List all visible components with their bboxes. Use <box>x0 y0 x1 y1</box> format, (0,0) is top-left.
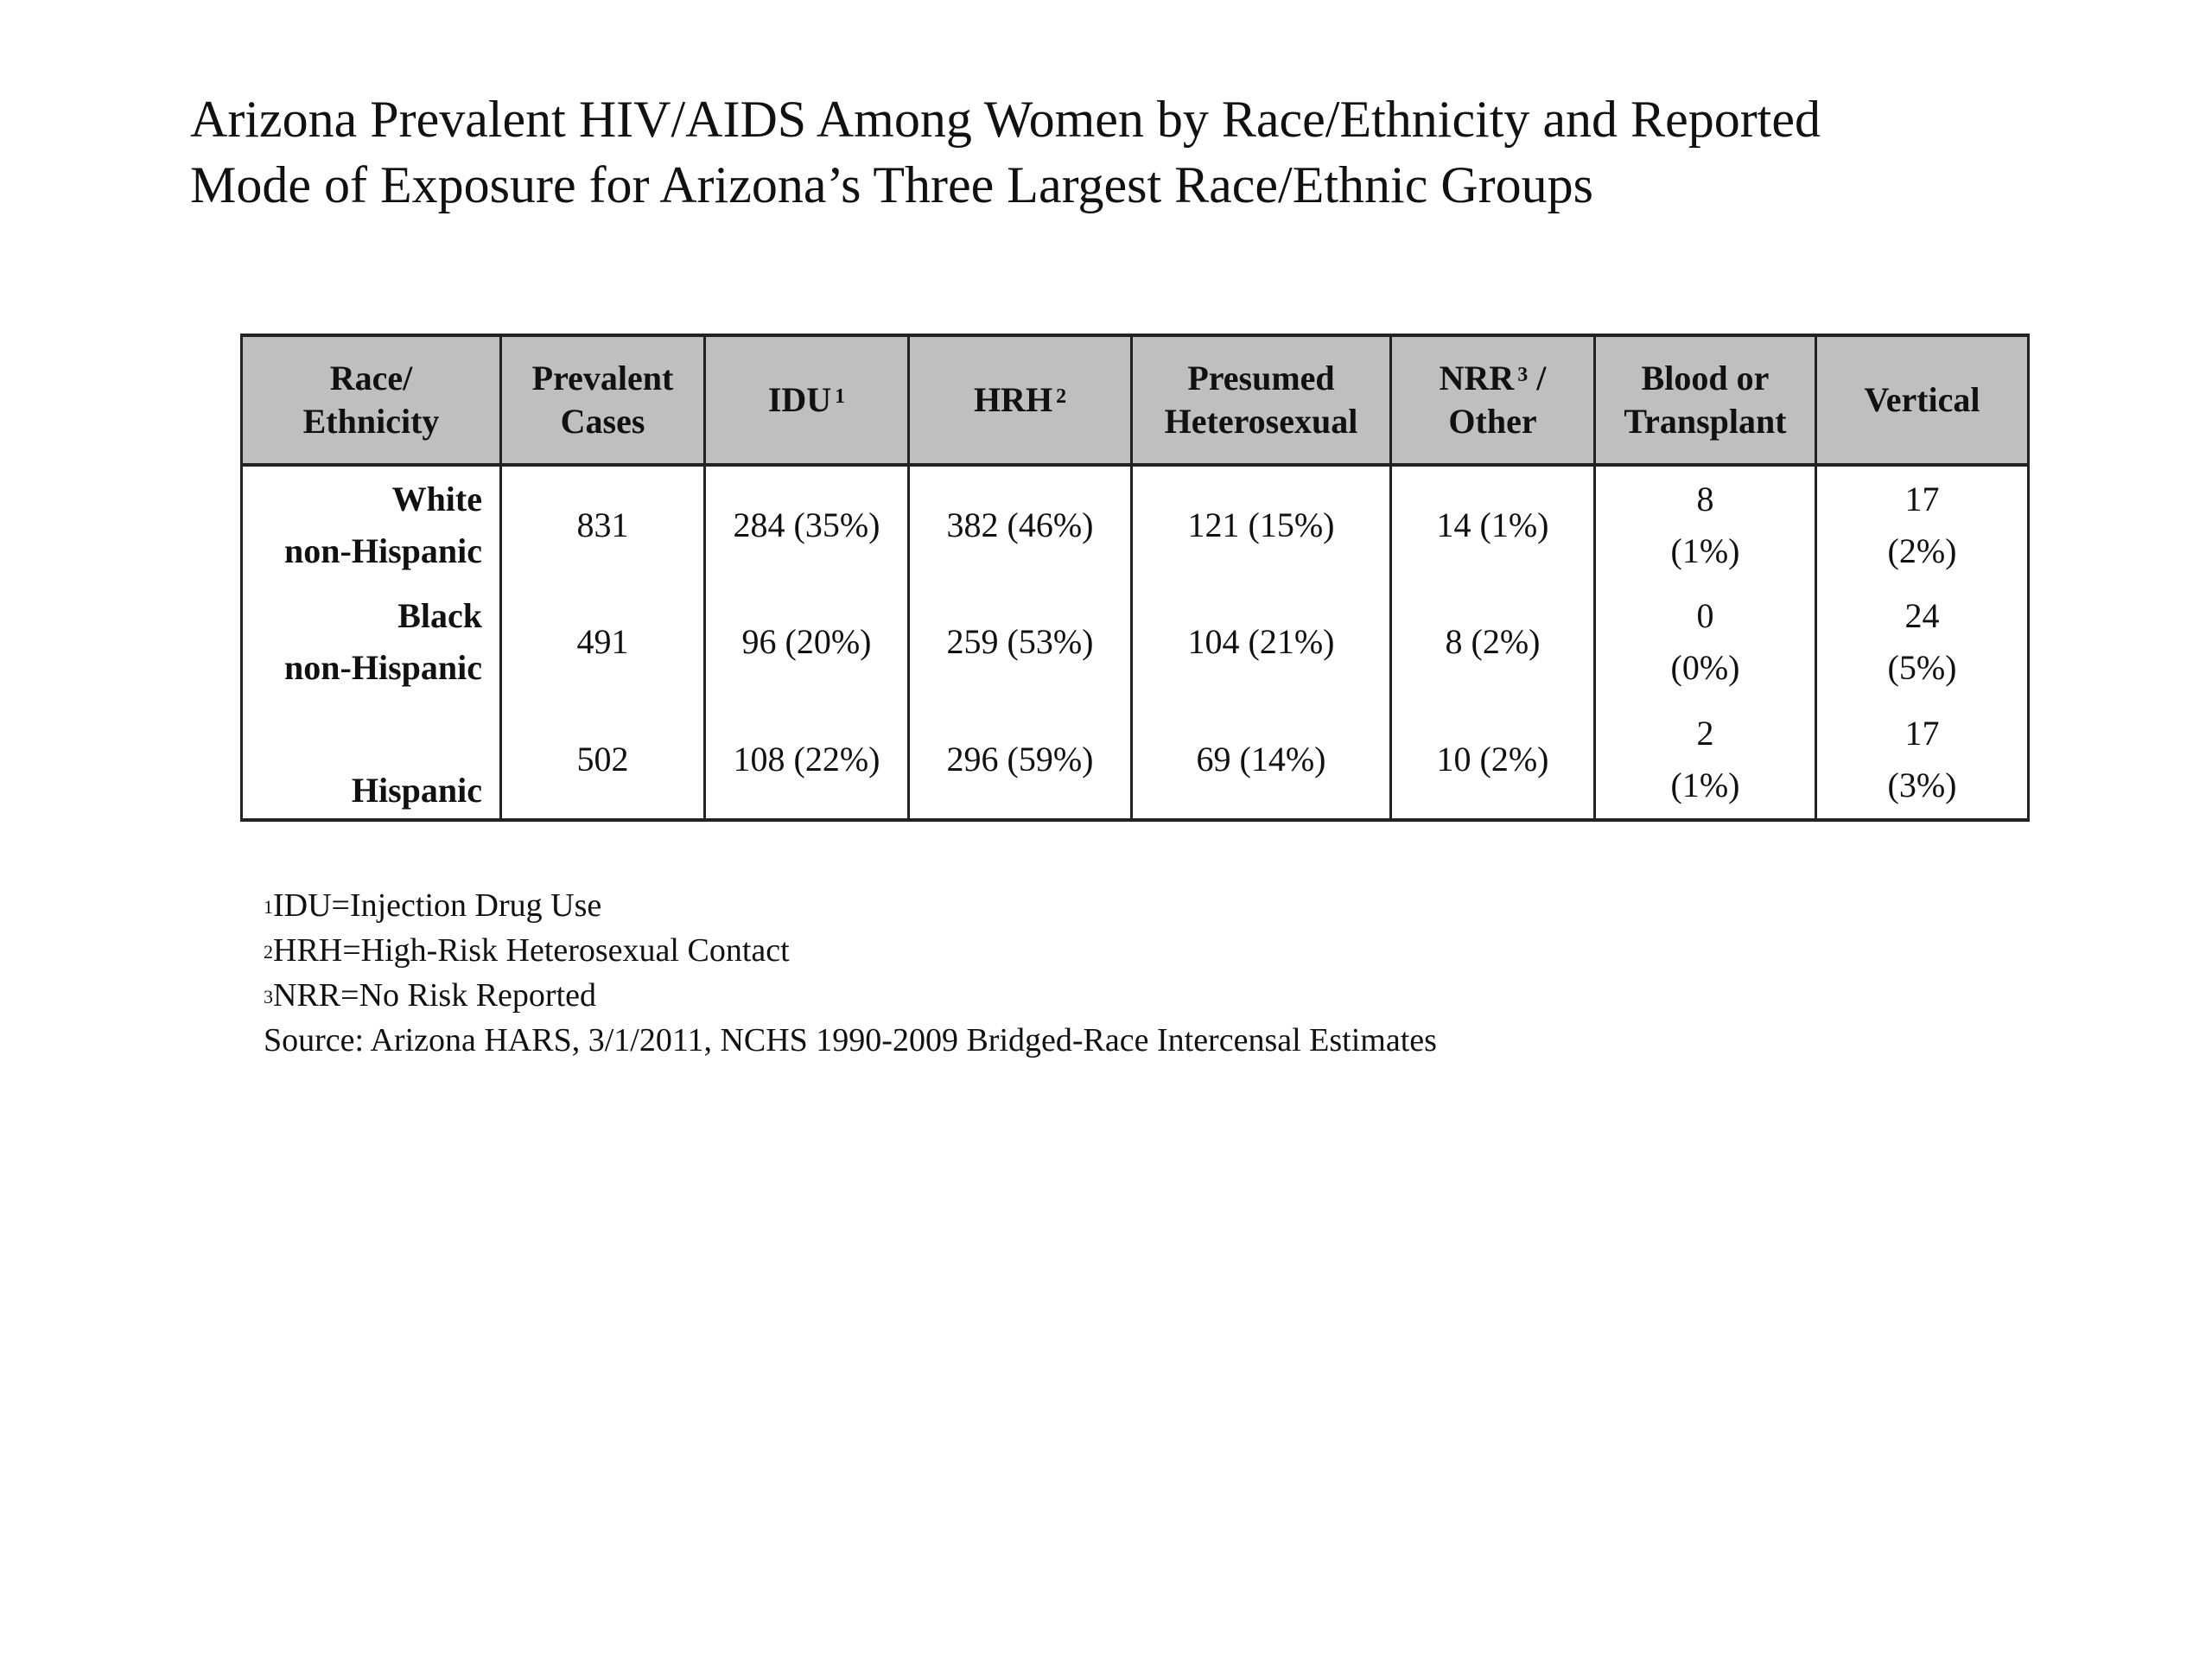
race-cell: Black non-Hispanic <box>242 583 501 700</box>
cases-cell: 502 <box>501 700 705 820</box>
vertical-cell: 17 (3%) <box>1816 700 2029 820</box>
cases-cell: 491 <box>501 583 705 700</box>
race-cell: Hispanic <box>242 700 501 820</box>
title-line-2: Mode of Exposure for Arizona’s Three Largest Race/Ethnic Groups <box>190 156 1593 213</box>
slide-title <box>190 86 2091 218</box>
race-cell: White non-Hispanic <box>242 465 501 583</box>
footnote-hrh: $^2$HRH=High-Risk Heterosexual Contact <box>264 932 790 969</box>
table-header-row <box>242 335 2029 465</box>
hrh-cell: 259 (53%) <box>909 583 1132 700</box>
title-line-1: Arizona Prevalent HIV/AIDS Among Women by Race/Ethnicity and Reported <box>190 91 1821 148</box>
idu-cell: 108 (22%) <box>705 700 909 820</box>
header-idu: IDU $^1$ <box>705 335 909 465</box>
table-row <box>242 465 2029 583</box>
idu-cell: 284 (35%) <box>705 465 909 583</box>
header-race-ethnicity: Race/ Ethnicity <box>242 335 501 465</box>
table-row <box>242 583 2029 700</box>
header-vertical: Vertical <box>1816 335 2029 465</box>
exposure-table <box>240 334 2030 822</box>
footnote-idu: $^1$IDU=Injection Drug Use <box>264 887 602 924</box>
presumed-cell: 121 (15%) <box>1132 465 1391 583</box>
header-presumed-heterosexual: Presumed Heterosexual <box>1132 335 1391 465</box>
nrr-cell: 10 (2%) <box>1391 700 1595 820</box>
blood-cell: 0 (0%) <box>1595 583 1816 700</box>
nrr-cell: 8 (2%) <box>1391 583 1595 700</box>
hrh-cell: 296 (59%) <box>909 700 1132 820</box>
hrh-cell: 382 (46%) <box>909 465 1132 583</box>
blood-cell: 2 (1%) <box>1595 700 1816 820</box>
nrr-cell: 14 (1%) <box>1391 465 1595 583</box>
table-row <box>242 700 2029 820</box>
cases-cell: 831 <box>501 465 705 583</box>
header-hrh: HRH $^2$ <box>909 335 1132 465</box>
blood-cell: 8 (1%) <box>1595 465 1816 583</box>
vertical-cell: 17 (2%) <box>1816 465 2029 583</box>
presumed-cell: 69 (14%) <box>1132 700 1391 820</box>
vertical-cell: 24 (5%) <box>1816 583 2029 700</box>
source-note: Source: Arizona HARS, 3/1/2011, NCHS 1990-2009 Bridged-Race Intercensal Estimates <box>264 1022 1437 1058</box>
header-prevalent-cases: Prevalent Cases <box>501 335 705 465</box>
idu-cell: 96 (20%) <box>705 583 909 700</box>
header-blood-transplant: Blood or Transplant <box>1595 335 1816 465</box>
presumed-cell: 104 (21%) <box>1132 583 1391 700</box>
header-nrr-other: NRR $^3$ / Other <box>1391 335 1595 465</box>
footnote-nrr: $^3$NRR=No Risk Reported <box>264 977 596 1014</box>
footnotes <box>264 883 1437 1063</box>
